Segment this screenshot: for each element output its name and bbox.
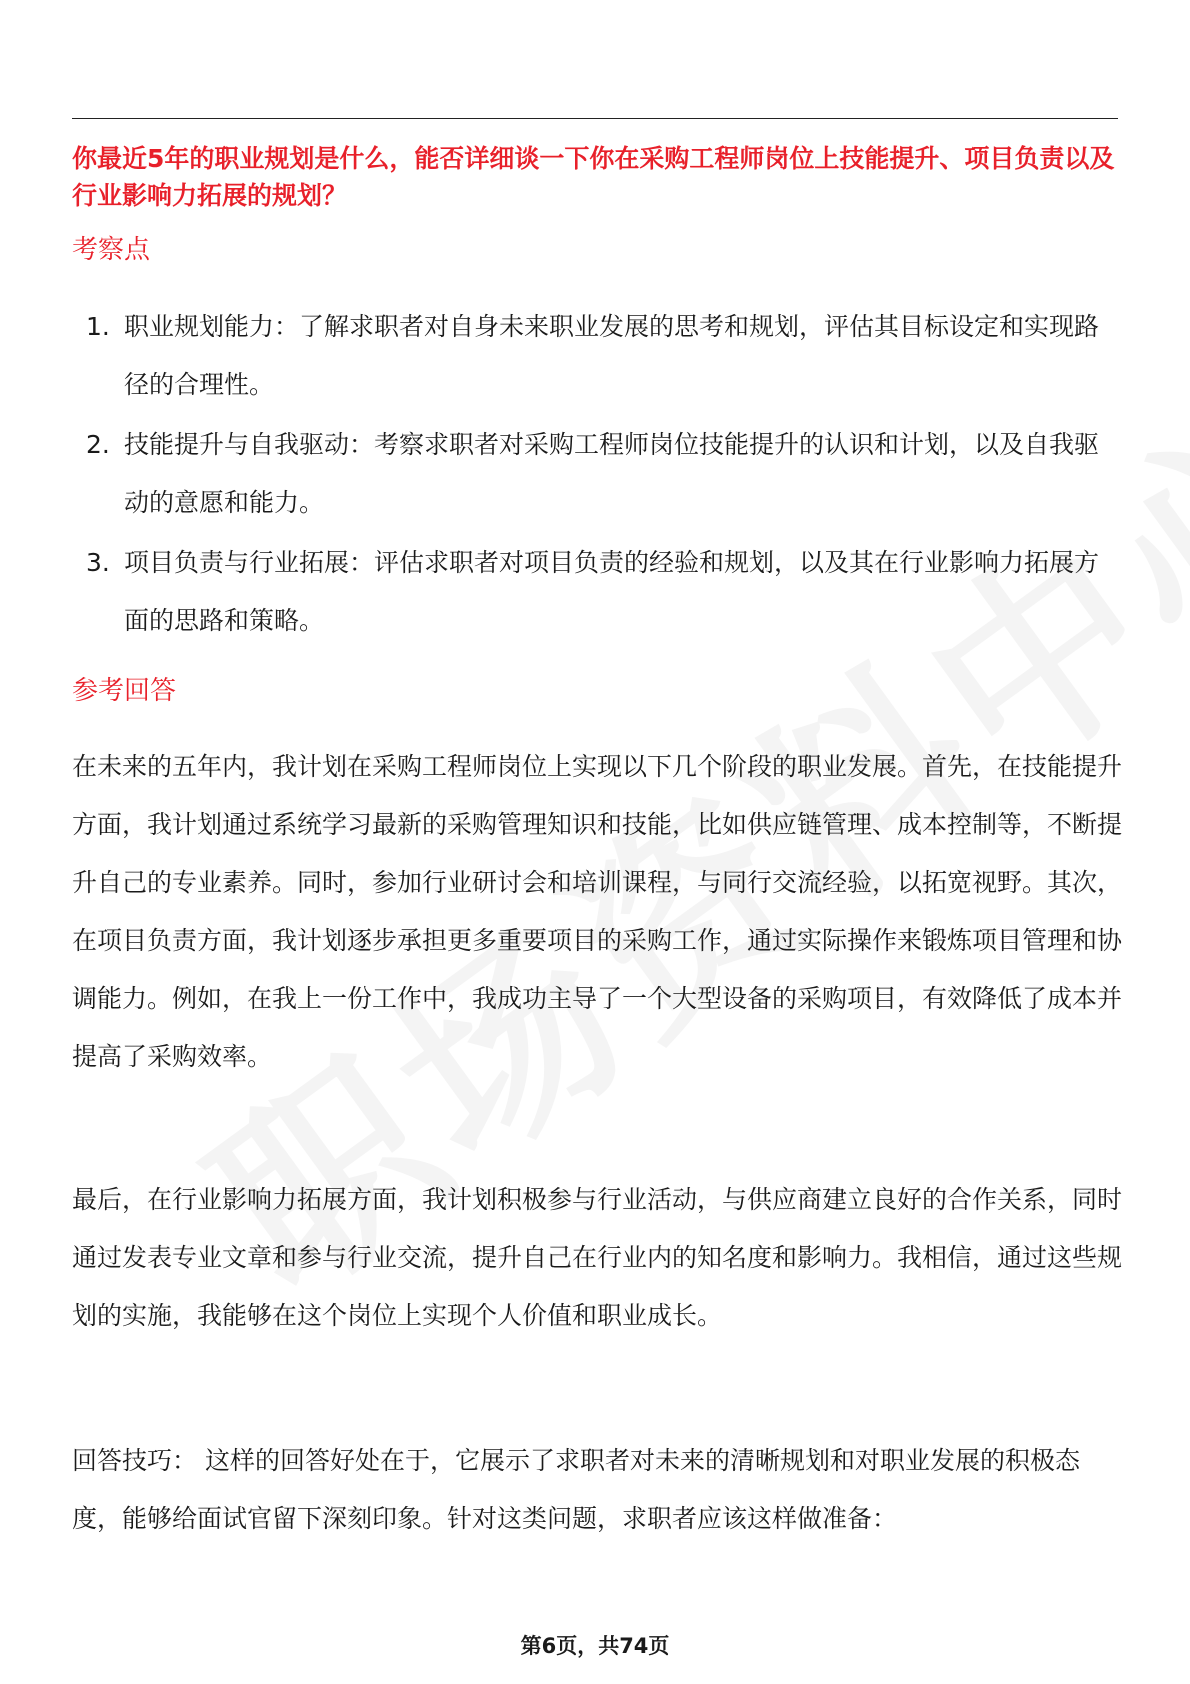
reference-answer-title: 参考回答	[72, 676, 177, 706]
question-heading: 你最近5年的职业规划是什么，能否详细谈一下你在采购工程师岗位上技能提升、项目负责以及行业影响力拓展的规划？	[72, 144, 1115, 210]
answer-paragraph: 在未来的五年内，我计划在采购工程师岗位上实现以下几个阶段的职业发展。首先，在技能提升方面，我计划通过系统学习最新的采购管理知识和技能，比如供应链管理、成本控制等，不断提升自己的专业素养。同时，参加行业研讨会和培训课程，与同行交流经验，以拓宽视野。其次，在项目负责方面，我计划逐步承担更多重要项目的采购工作，通过实际操作来锻炼项目管理和协调能力。例如，在我上一份工作中，我成功主导了一个大型设备的采购项目，有效降低了成本并提高了采购效率。	[72, 752, 1123, 1071]
list-number: 3.	[86, 548, 110, 577]
exam-points-list	[72, 298, 1118, 652]
list-number: 2.	[86, 430, 110, 459]
list-item-text: 职业规划能力：了解求职者对自身未来职业发展的思考和规划，评估其目标设定和实现路径的合理性。	[124, 312, 1100, 399]
list-number: 1.	[86, 312, 110, 341]
list-item-text: 项目负责与行业拓展：评估求职者对项目负责的经验和规划，以及其在行业影响力拓展方面的思路和策略。	[124, 548, 1100, 635]
top-divider	[72, 118, 1118, 119]
exam-points-title: 考察点	[72, 235, 151, 265]
answer-tips-paragraph: 回答技巧： 这样的回答好处在于，它展示了求职者对未来的清晰规划和对职业发展的积极态度，能够给面试官留下深刻印象。针对这类问题，求职者应该这样做准备：	[72, 1446, 1080, 1533]
list-item	[72, 298, 1118, 414]
list-item	[72, 534, 1118, 650]
page-number: 第6页，共74页	[520, 1634, 670, 1658]
list-item	[72, 416, 1118, 532]
answer-paragraph: 最后，在行业影响力拓展方面，我计划积极参与行业活动，与供应商建立良好的合作关系，同时通过发表专业文章和参与行业交流，提升自己在行业内的知名度和影响力。我相信，通过这些规划的实施，我能够在这个岗位上实现个人价值和职业成长。	[72, 1185, 1123, 1330]
list-item-text: 技能提升与自我驱动：考察求职者对采购工程师岗位技能提升的认识和计划，以及自我驱动的意愿和能力。	[124, 430, 1100, 517]
